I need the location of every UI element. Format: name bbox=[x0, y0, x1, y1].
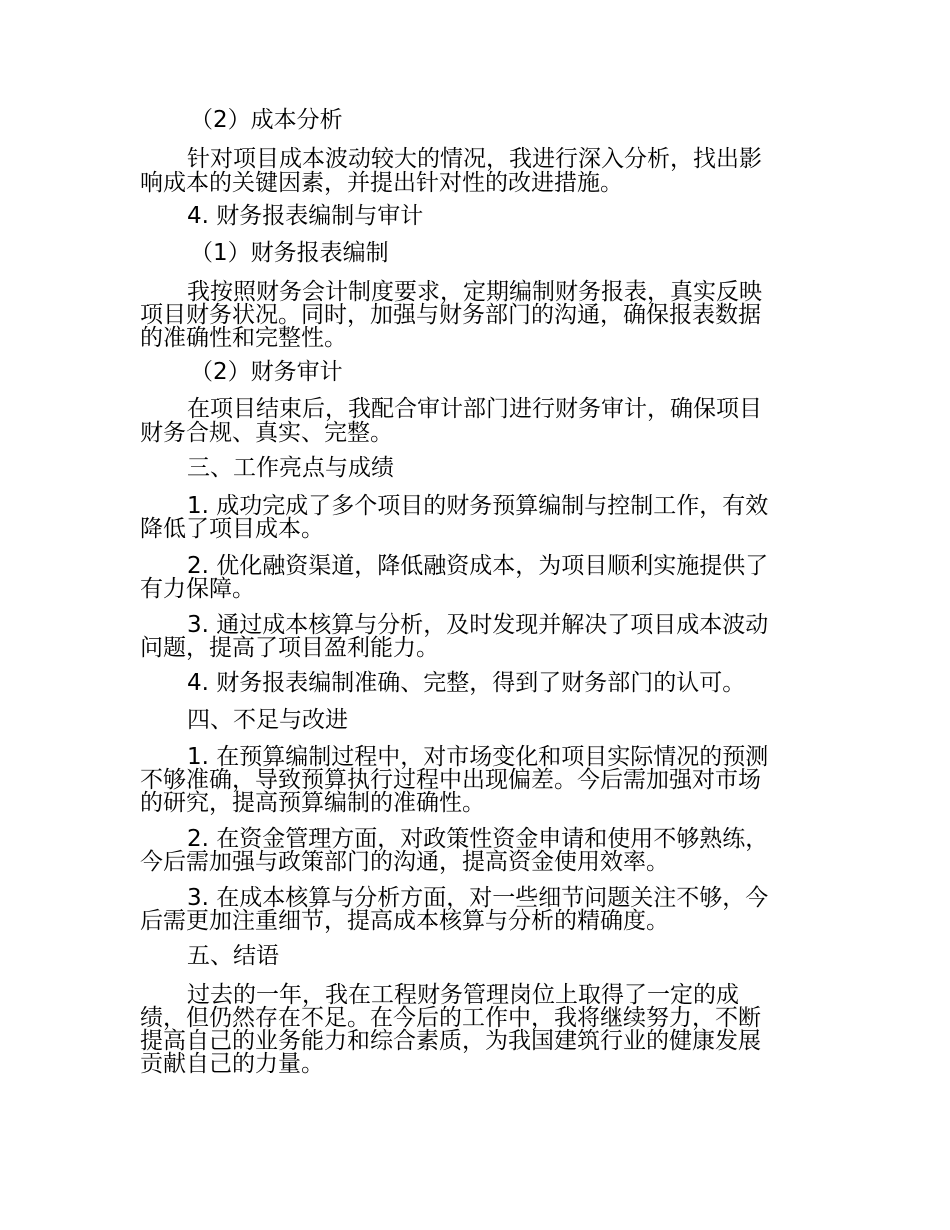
paragraph-line: 针对项目成本波动较大的情况，我进行深入分析，找出影 bbox=[187, 146, 762, 172]
paragraph-line: 财务合规、真实、完整。 bbox=[140, 420, 393, 446]
paragraph-line: 2. 在资金管理方面，对政策性资金申请和使用不够熟练， bbox=[187, 826, 769, 852]
paragraph-line: 2. 优化融资渠道，降低融资成本，为项目顺利实施提供了 bbox=[187, 553, 769, 579]
section-subheading: （1）财务报表编制 bbox=[190, 240, 389, 266]
paragraph-line: 后需更加注重细节，提高成本核算与分析的精确度。 bbox=[140, 908, 669, 934]
paragraph-line: 在项目结束后，我配合审计部门进行财务审计，确保项目 bbox=[187, 396, 762, 422]
section-heading: 三、工作亮点与成绩 bbox=[187, 455, 394, 481]
paragraph-line: 绩，但仍然存在不足。在今后的工作中，我将继续努力，不断 bbox=[140, 1005, 761, 1031]
paragraph-line: 3. 通过成本核算与分析，及时发现并解决了项目成本波动 bbox=[187, 612, 769, 638]
paragraph-line: 降低了项目成本。 bbox=[140, 516, 324, 542]
paragraph-line: 过去的一年，我在工程财务管理岗位上取得了一定的成 bbox=[187, 982, 739, 1008]
paragraph-line: 3. 在成本核算与分析方面，对一些细节问题关注不够，今 bbox=[187, 885, 769, 911]
section-subheading: （2）财务审计 bbox=[190, 359, 343, 385]
paragraph-line: 有力保障。 bbox=[140, 576, 255, 602]
paragraph-line: 提高自己的业务能力和综合素质，为我国建筑行业的健康发展 bbox=[140, 1028, 761, 1054]
paragraph-line: 1. 在预算编制过程中，对市场变化和项目实际情况的预测 bbox=[187, 744, 769, 770]
section-heading: 五、结语 bbox=[187, 943, 279, 969]
section-heading: 4. 财务报表编制与审计 bbox=[187, 203, 424, 229]
paragraph-line: 今后需加强与政策部门的沟通，提高资金使用效率。 bbox=[140, 849, 669, 875]
paragraph-line: 响成本的关键因素，并提出针对性的改进措施。 bbox=[140, 170, 623, 196]
paragraph-line: 的准确性和完整性。 bbox=[140, 325, 347, 351]
section-subheading: （2）成本分析 bbox=[190, 107, 343, 133]
paragraph-line: 的研究，提高预算编制的准确性。 bbox=[140, 790, 485, 816]
paragraph-line: 4. 财务报表编制准确、完整，得到了财务部门的认可。 bbox=[187, 670, 746, 696]
paragraph-line: 我按照财务会计制度要求，定期编制财务报表，真实反映 bbox=[187, 279, 762, 305]
paragraph-line: 1. 成功完成了多个项目的财务预算编制与控制工作，有效 bbox=[187, 493, 769, 519]
paragraph-line: 项目财务状况。同时，加强与财务部门的沟通，确保报表数据 bbox=[140, 302, 761, 328]
paragraph-line: 问题，提高了项目盈利能力。 bbox=[140, 635, 439, 661]
section-heading: 四、不足与改进 bbox=[187, 707, 348, 733]
paragraph-line: 贡献自己的力量。 bbox=[140, 1051, 324, 1077]
paragraph-line: 不够准确，导致预算执行过程中出现偏差。今后需加强对市场 bbox=[140, 767, 761, 793]
